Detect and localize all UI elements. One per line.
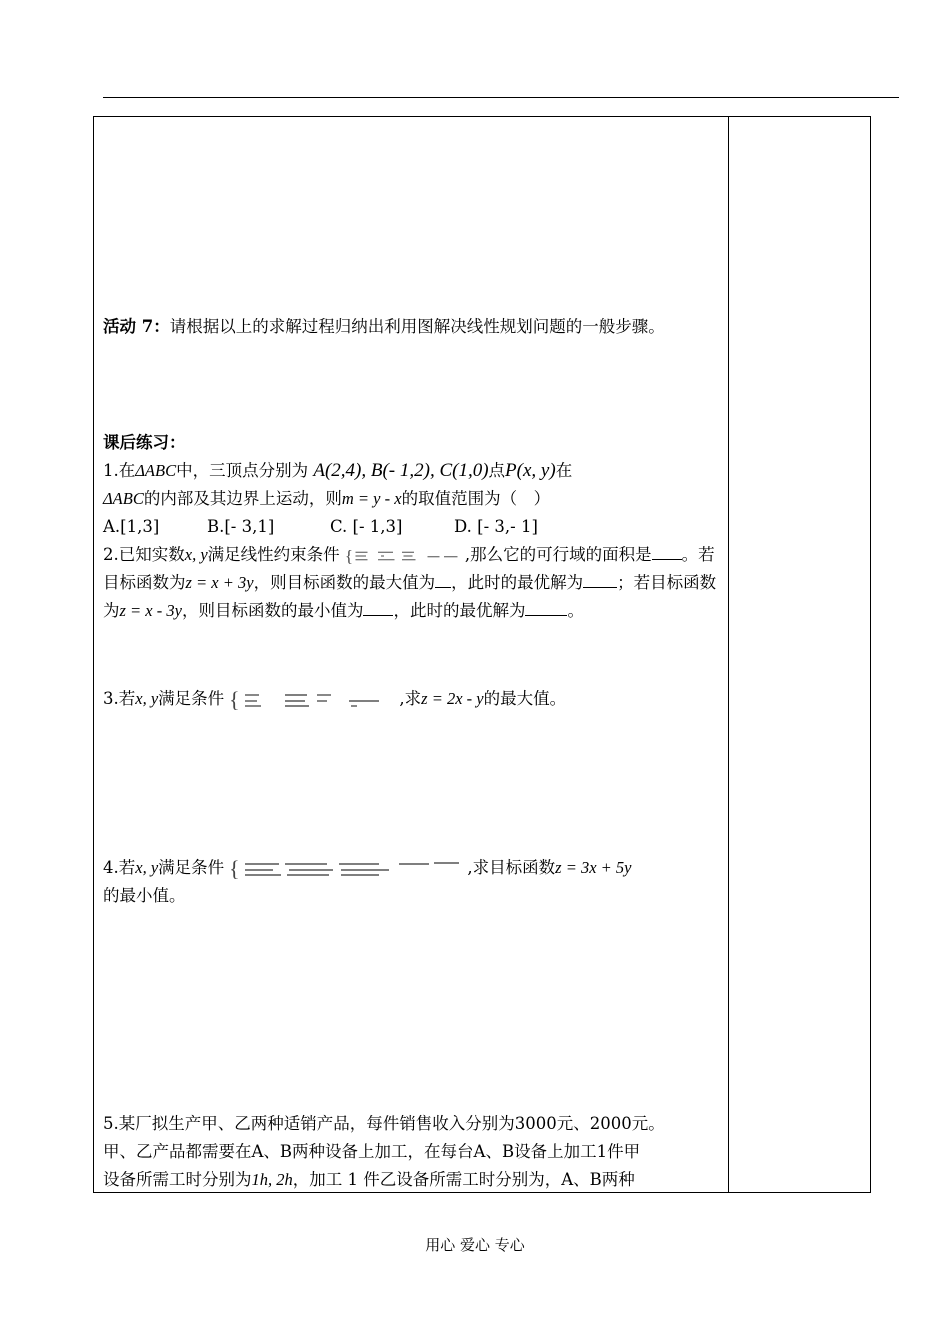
q2-text: 。若目标函数为 xyxy=(103,545,715,592)
q1-text: 中，三顶点分别为 xyxy=(176,461,309,480)
q1-triangle: ΔABC xyxy=(135,461,177,480)
q1-expression: m = y - x xyxy=(341,489,402,508)
activity-7 xyxy=(103,313,719,341)
q1-option-b: B.[- 3,1] xyxy=(207,517,275,536)
q4-constraint-system xyxy=(229,858,467,880)
q4-text: ,求目标函数 xyxy=(467,858,556,877)
q5-hours: 1h, 2h xyxy=(251,1170,293,1189)
q2-text: ,那么它的可行域的面积是 xyxy=(464,545,652,564)
q1-triangle: ΔABC xyxy=(103,489,144,508)
page-footer: 用心 爱心 专心 xyxy=(425,1236,525,1254)
q1-text: 的取值范围为（ ） xyxy=(401,489,551,508)
q1-text: 点 xyxy=(488,461,506,480)
q2-vars: x, y xyxy=(184,545,208,564)
q2-text: ，此时的最优解为 xyxy=(393,601,526,620)
svg-text:{: { xyxy=(229,857,240,880)
q2-constraint-system xyxy=(345,545,465,567)
answer-blank xyxy=(583,571,617,588)
question-2 xyxy=(103,541,719,625)
q5-text: 设备所需工时分别为 xyxy=(103,1170,252,1189)
question-5 xyxy=(103,1110,719,1194)
q2-text: ，此时的最优解为 xyxy=(451,573,584,592)
q3-vars: x, y xyxy=(135,689,159,708)
q1-options xyxy=(103,513,719,541)
q4-prefix: 4.若 xyxy=(103,858,136,877)
q2-text: ；若目标函数为 xyxy=(103,573,717,620)
q5-text: ，加工 1 件乙设备所需工时分别为，A、B两种 xyxy=(292,1170,635,1189)
question-3 xyxy=(103,685,719,713)
q2-text: ，则目标函数的最大值为 xyxy=(253,573,436,592)
activity-7-text: 请根据以上的求解过程归纳出利用图解决线性规划问题的一般步骤。 xyxy=(169,317,665,336)
q1-text: 的内部及其边界上运动，则 xyxy=(143,489,342,508)
q4-text: 的最小值。 xyxy=(103,886,186,905)
q3-text: ,求 xyxy=(399,689,422,708)
question-1 xyxy=(103,457,719,541)
q3-text: 满足条件 xyxy=(158,689,225,708)
q1-vertices: A(2,4), B(- 1,2), C(1,0) xyxy=(313,460,489,481)
exercises-heading: 课后练习： xyxy=(103,433,186,452)
q5-text: 5.某厂拟生产甲、乙两种适销产品，每件销售收入分别为3000元、2000元。 xyxy=(103,1114,665,1133)
q5-text: 甲、乙产品都需要在A、B两种设备上加工，在每台A、B设备上加工1件甲 xyxy=(103,1142,641,1161)
q3-objective: z = 2x - y xyxy=(421,689,484,708)
q1-point-p: P(x, y) xyxy=(505,460,556,481)
question-4 xyxy=(103,854,719,910)
q1-text: 在 xyxy=(555,461,573,480)
svg-text:{: { xyxy=(344,545,353,565)
answer-blank xyxy=(363,599,393,616)
q3-text: 的最大值。 xyxy=(483,689,567,708)
q1-option-a: A.[1,3] xyxy=(103,517,160,536)
q4-objective: z = 3x + 5y xyxy=(555,858,632,877)
q2-text: 。 xyxy=(567,601,584,620)
q1-prefix: 1.在 xyxy=(103,461,136,480)
notes-column-divider xyxy=(728,117,729,1192)
q4-text: 满足条件 xyxy=(158,858,225,877)
q2-text: 满足线性约束条件 xyxy=(207,545,340,564)
q1-option-c: C. [- 1,3] xyxy=(330,517,403,536)
q4-vars: x, y xyxy=(135,858,159,877)
q2-text: ，则目标函数的最小值为 xyxy=(181,601,364,620)
q2-objective-2: z = x - 3y xyxy=(119,601,182,620)
q3-constraint-system xyxy=(229,689,399,711)
worksheet-table xyxy=(93,116,871,1193)
activity-7-label: 活动 7： xyxy=(103,317,170,336)
answer-blank xyxy=(435,571,451,588)
answer-blank xyxy=(652,543,682,560)
q2-prefix: 2.已知实数 xyxy=(103,545,185,564)
svg-text:{: { xyxy=(229,688,240,711)
q2-objective-1: z = x + 3y xyxy=(185,573,254,592)
q3-prefix: 3.若 xyxy=(103,689,136,708)
q1-option-d: D. [- 3,- 1] xyxy=(454,517,538,536)
answer-blank xyxy=(525,599,567,616)
header-rule xyxy=(103,97,899,98)
